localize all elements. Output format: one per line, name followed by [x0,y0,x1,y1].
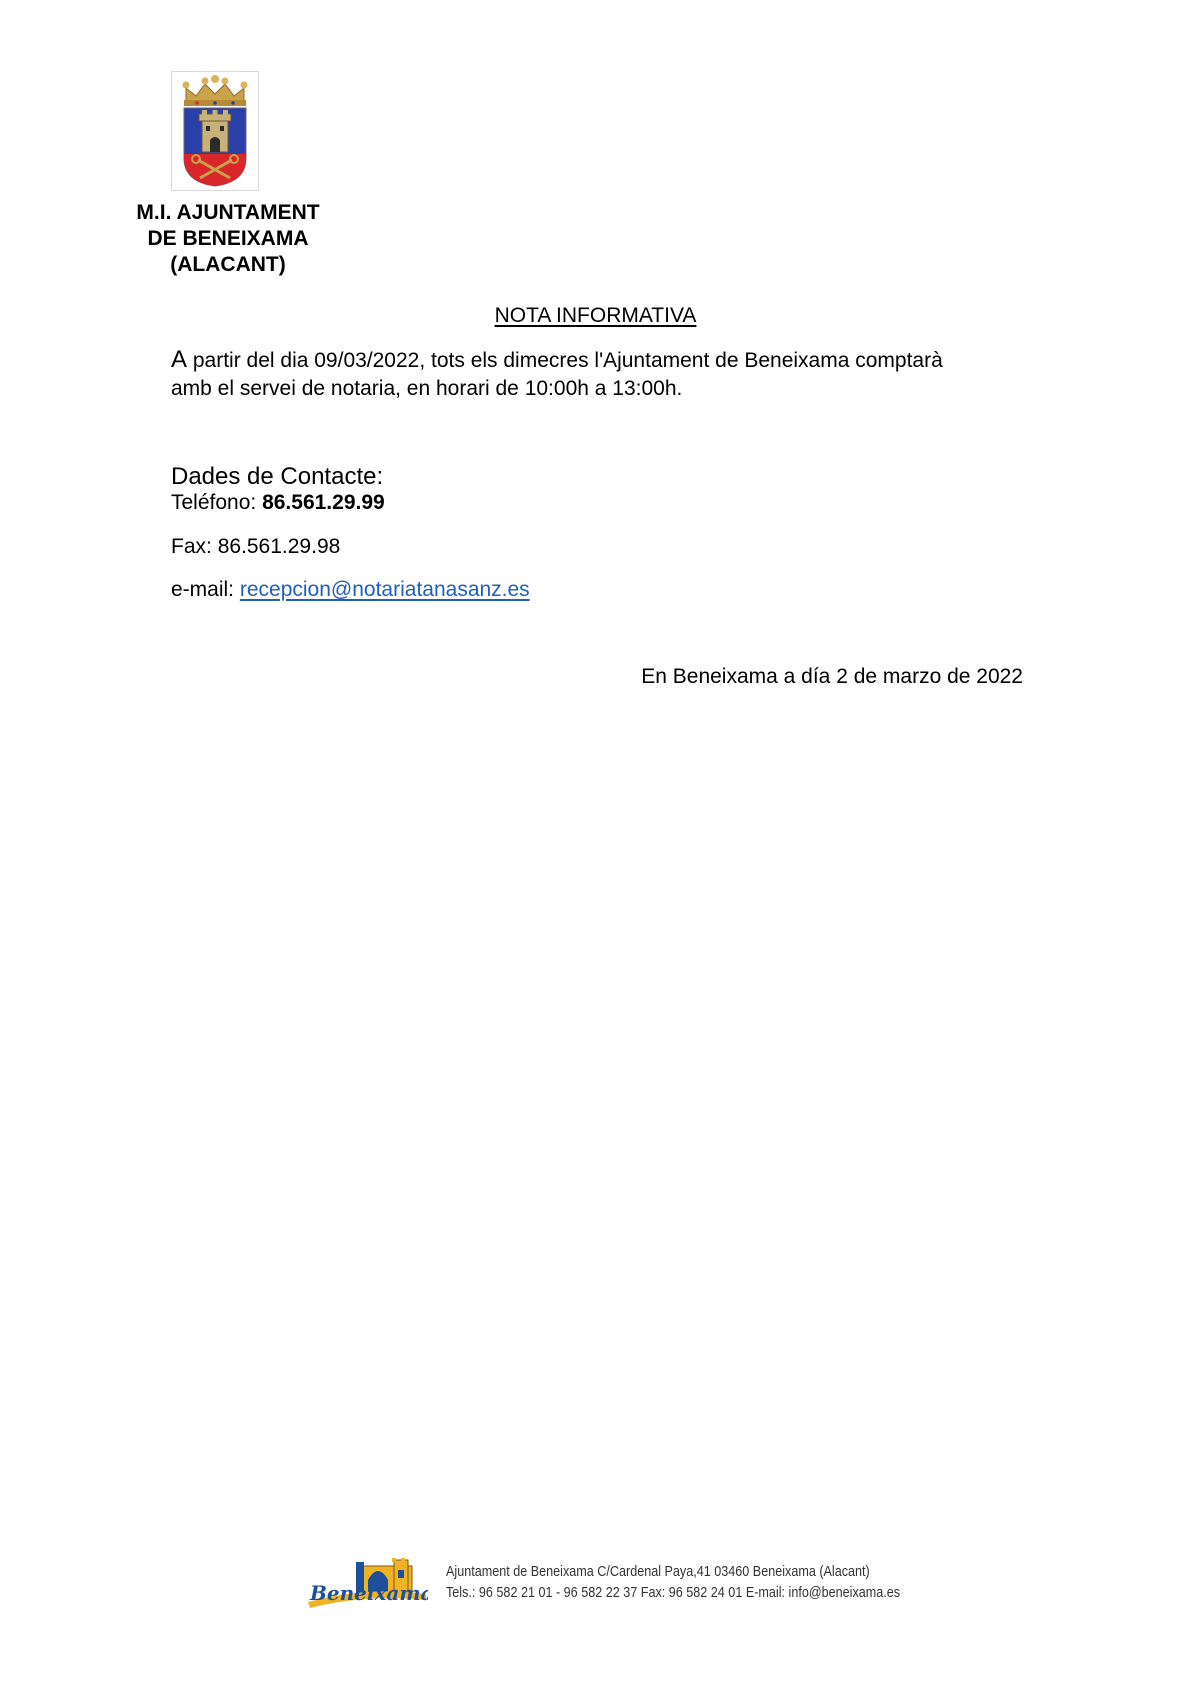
contact-email [171,577,530,603]
footer-address [446,1561,900,1603]
org-location-line: (ALACANT) [170,253,286,276]
fax-label: Fax: [171,535,218,558]
org-name-line2: DE BENEIXAMA [147,227,309,250]
notice-line1 [171,346,1071,375]
phone-label: Teléfono: [171,491,263,514]
footer-logo [306,1556,428,1614]
contact-fax [171,534,340,560]
fax-value: 86.561.29.98 [217,535,341,558]
organization-header [118,200,338,278]
contact-heading: Dades de Contacte: [171,463,384,490]
contact-phone [171,490,385,516]
document-title: NOTA INFORMATIVA [494,304,697,327]
phone-value: 86.561.29.99 [262,491,385,514]
signature-date: En Beneixama a día 2 de marzo de 2022 [641,665,1023,688]
notice-line1-text: partir del dia 09/03/2022, tots els dimecres l'Ajuntament de Beneixama comptarà [187,349,943,372]
footer-logo-text: Beneixama [310,1581,428,1605]
notice-line2: amb el servei de notaria, en horari de 10:00h a 13:00h. [171,377,683,400]
notice-paragraph [171,346,1071,403]
email-link[interactable]: recepcion@notariatanasanz.es [239,578,530,601]
footer-address-line: Ajuntament de Beneixama C/Cardenal Paya,41 03460 Beneixama (Alacant) [446,1563,870,1580]
org-name-line1: M.I. AJUNTAMENT [136,201,320,224]
footer-contact-line: Tels.: 96 582 21 01 - 96 582 22 37 Fax: 96 582 24 01 E-mail: info@beneixama.es [446,1584,901,1601]
beneixama-logo-icon [306,1556,428,1614]
notice-first-letter: A [171,346,188,373]
coat-of-arms-logo [171,71,259,191]
coat-of-arms-icon [172,72,258,190]
email-label: e-mail: [171,578,240,601]
